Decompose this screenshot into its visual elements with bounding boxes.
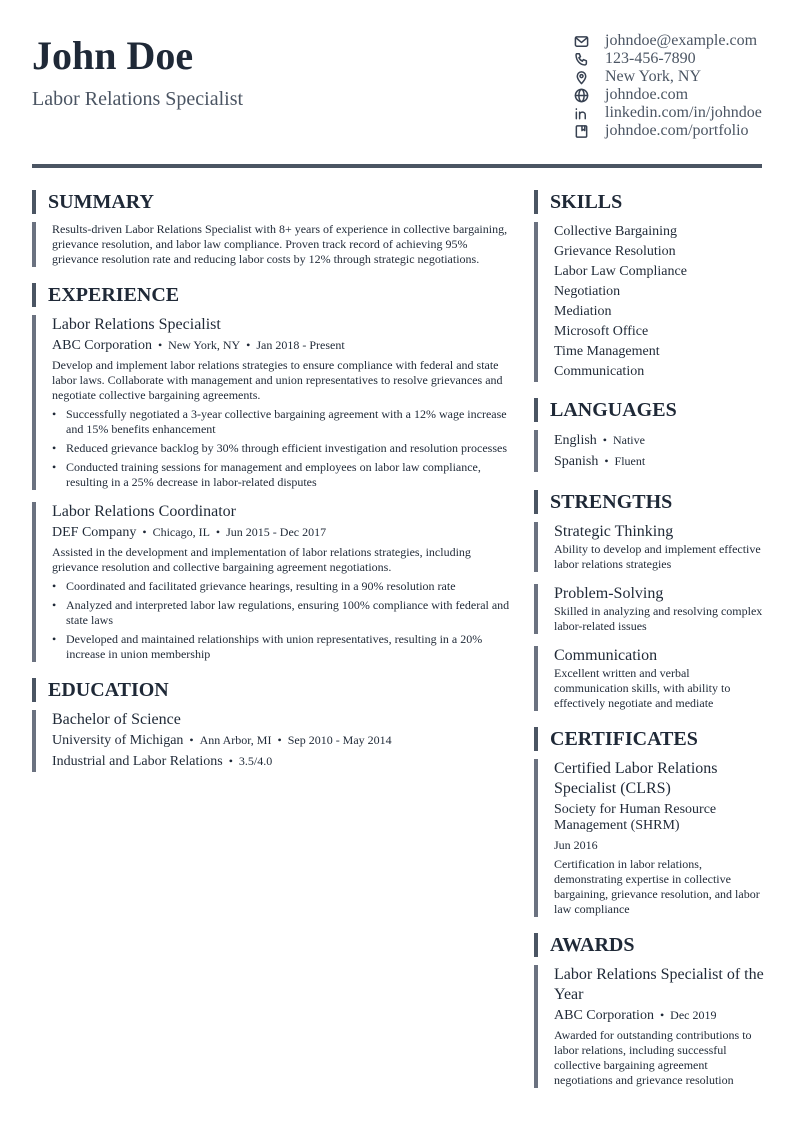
left-column: [32, 190, 512, 772]
mail-icon: [572, 32, 590, 50]
separator: •: [189, 733, 194, 747]
skill-item: Communication: [554, 364, 645, 379]
summary-heading: SUMMARY: [32, 190, 512, 214]
separator: •: [659, 1008, 665, 1022]
strength-desc: Ability to develop and implement effective labor relations strategies: [554, 542, 761, 571]
achievement-item: • Conducted training sessions for management and employees on labor law compliance, resulting in a 25% decrease in labor-related disputes: [52, 460, 512, 490]
achievement-item: • Analyzed and interpreted labor law regulations, ensuring 100% compliance with federal and state laws: [52, 598, 512, 628]
achievement-item: • Developed and maintained relationships with union representatives, resulting in a 20% increase in union membership: [52, 632, 512, 662]
job-meta: [52, 522, 512, 543]
phone-text: 123-456-7890: [605, 50, 696, 67]
portfolio-text: johndoe.com/portfolio: [605, 122, 749, 139]
contact-website[interactable]: [572, 86, 772, 104]
job-location: New York, NY: [168, 338, 241, 352]
candidate-name: John Doe: [32, 33, 194, 78]
contact-email[interactable]: [572, 32, 772, 50]
skill-item: Microsoft Office: [554, 324, 649, 339]
education-meta: [52, 730, 512, 751]
skill-item: Collective Bargaining: [554, 224, 677, 239]
education-entry: [32, 710, 512, 772]
skill-item: Time Management: [554, 344, 660, 359]
education-dates: Sep 2010 - May 2014: [287, 733, 392, 747]
email-text: johndoe@example.com: [605, 32, 758, 49]
skills-heading: SKILLS: [534, 190, 764, 214]
language-item: [554, 430, 764, 451]
job-dates: Jun 2015 - Dec 2017: [226, 525, 327, 539]
certificate-name: Certified Labor Relations Specialist (CLRS): [554, 760, 718, 797]
location-text: New York, NY: [605, 68, 702, 85]
strength-name: Strategic Thinking: [554, 523, 674, 540]
separator: •: [228, 754, 233, 768]
job-dates: Jan 2018 - Present: [256, 338, 345, 352]
strength-item: [534, 646, 764, 711]
job-company: DEF Company: [52, 525, 137, 540]
language-item: [554, 451, 764, 472]
separator: •: [142, 525, 147, 539]
award-meta: [554, 1005, 764, 1026]
school-name: University of Michigan: [52, 733, 184, 748]
certificates-heading: CERTIFICATES: [534, 727, 764, 751]
contact-linkedin[interactable]: [572, 104, 772, 122]
field-of-study: Industrial and Labor Relations: [52, 754, 223, 769]
separator: •: [157, 338, 163, 352]
job-entry: [32, 315, 512, 490]
gpa: 3.5/4.0: [238, 754, 273, 768]
portfolio-icon: [572, 122, 590, 140]
job-company: ABC Corporation: [52, 338, 152, 353]
linkedin-icon: [572, 104, 590, 122]
certificate-issuer: Society for Human Resource Management (SHRM): [554, 802, 717, 833]
separator: •: [604, 454, 609, 468]
skills-list: [534, 222, 764, 382]
separator: •: [602, 433, 607, 447]
summary-section: [32, 222, 512, 267]
globe-icon: [572, 86, 590, 104]
education-field-row: [52, 751, 512, 772]
skill-item: Labor Law Compliance: [554, 264, 687, 279]
right-column: [534, 190, 764, 1088]
school-location: Ann Arbor, MI: [199, 733, 272, 747]
candidate-role: Labor Relations Specialist: [32, 88, 244, 110]
strength-item: [534, 584, 764, 634]
strength-item: [534, 522, 764, 572]
skill-item: Grievance Resolution: [554, 244, 676, 259]
location-pin-icon: [572, 68, 590, 86]
job-location: Chicago, IL: [152, 525, 210, 539]
separator: •: [277, 733, 282, 747]
experience-heading: EXPERIENCE: [32, 283, 512, 307]
certificate-date: Jun 2016: [554, 838, 598, 852]
achievement-item: • Coordinated and facilitated grievance hearings, resulting in a 90% resolution rate: [52, 579, 512, 594]
skill-item: Negotiation: [554, 284, 621, 299]
job-entry: [32, 502, 512, 662]
contact-portfolio[interactable]: [572, 122, 772, 140]
award-date: Dec 2019: [670, 1008, 717, 1022]
contact-location: [572, 68, 772, 86]
contact-phone[interactable]: [572, 50, 772, 68]
language-level: Native: [612, 433, 645, 447]
award-issuer: ABC Corporation: [554, 1008, 654, 1023]
job-title: Labor Relations Coordinator: [52, 503, 236, 520]
job-title: Labor Relations Specialist: [52, 316, 221, 333]
awards-heading: AWARDS: [534, 933, 764, 957]
certificate-desc: Certification in labor relations, demonstrating expertise in collective bargaining, grievance resolution, and labor law compliance: [554, 857, 760, 916]
phone-icon: [572, 50, 590, 68]
strength-name: Problem-Solving: [554, 585, 664, 602]
job-meta: [52, 335, 512, 356]
award-desc: Awarded for outstanding contributions to labor relations, including successful collective bargaining agreement negotiations and grievance resolution: [554, 1028, 752, 1087]
languages-heading: LANGUAGES: [534, 398, 764, 422]
award-entry: [534, 965, 764, 1088]
job-description: Develop and implement labor relations strategies to ensure compliance with federal and state labor laws. Collaborate with management and union representatives to resolve grievances and negotiate collective bargaining agreements.: [52, 358, 503, 402]
job-achievements: [52, 407, 512, 490]
skill-item: Mediation: [554, 304, 612, 319]
education-heading: EDUCATION: [32, 678, 512, 702]
strengths-heading: STRENGTHS: [534, 490, 764, 514]
languages-list: [534, 430, 764, 472]
strength-desc: Excellent written and verbal communication skills, with ability to effectively negotiate and mediate: [554, 666, 731, 710]
language-name: English: [554, 433, 597, 448]
website-text: johndoe.com: [605, 86, 689, 103]
header-divider: [32, 164, 762, 168]
separator: •: [246, 338, 251, 352]
achievement-item: • Successfully negotiated a 3-year collective bargaining agreement with a 12% wage increase and 15% benefits enhancement: [52, 407, 512, 437]
strength-name: Communication: [554, 647, 658, 664]
separator: •: [215, 525, 221, 539]
job-achievements: [52, 579, 512, 662]
certificate-entry: [534, 759, 764, 917]
degree: Bachelor of Science: [52, 711, 181, 728]
job-description: Assisted in the development and implementation of labor relations strategies, including grievance resolution and collective bargaining agreement negotiations.: [52, 545, 471, 574]
strength-desc: Skilled in analyzing and resolving complex labor-related issues: [554, 604, 763, 633]
language-level: Fluent: [614, 454, 646, 468]
linkedin-text: linkedin.com/in/johndoe: [605, 104, 762, 121]
award-name: Labor Relations Specialist of the Year: [554, 966, 764, 1003]
language-name: Spanish: [554, 454, 599, 469]
summary-text: Results-driven Labor Relations Specialist with 8+ years of experience in collective bargaining, grievance resolution, and labor law compliance. Proven track record of achieving 95% grievance resolution rate and reducing labor costs by 12% through strategic negotiations.: [52, 222, 508, 266]
achievement-item: • Reduced grievance backlog by 30% through efficient investigation and resolution processes: [52, 441, 512, 456]
contact-list: [572, 32, 772, 140]
